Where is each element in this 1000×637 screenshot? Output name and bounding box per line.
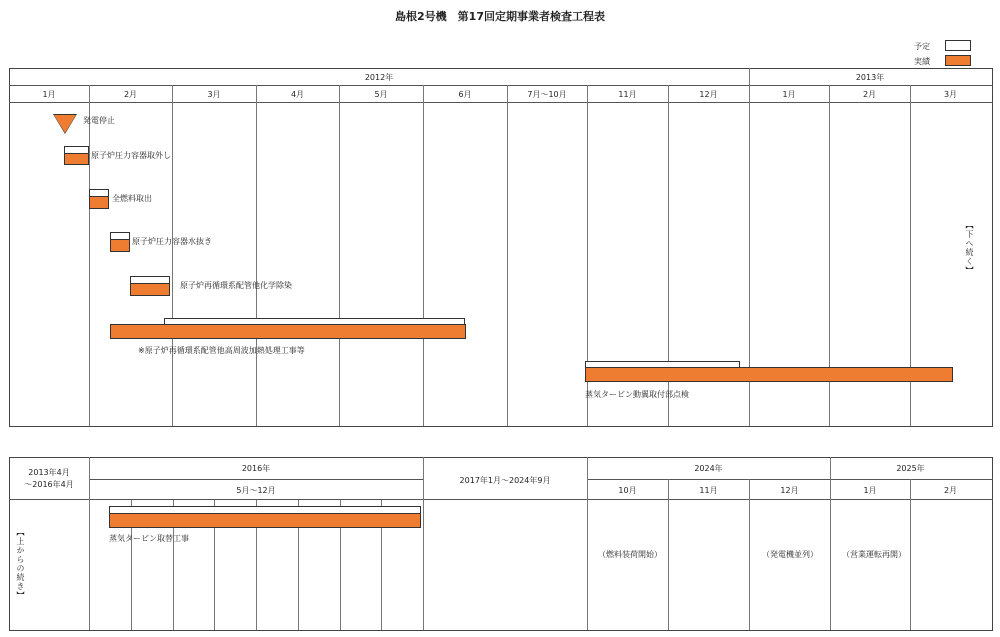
year-label-2025: 2025年 — [896, 464, 925, 473]
month-label: 3月 — [943, 90, 958, 99]
period-label-2013-2016-cont: ～2016年4月 — [24, 480, 74, 489]
month-label: 1月 — [42, 90, 56, 99]
month-divider — [749, 479, 750, 630]
header-divider — [89, 479, 424, 480]
month-label: 4月 — [290, 90, 305, 99]
milestone-commercial-operation: （営業運転再開） — [842, 550, 906, 559]
month-divider — [668, 479, 669, 630]
month-label: 11月 — [618, 90, 637, 99]
actual-bar-turbine-replacement — [109, 513, 421, 528]
month-divider — [256, 85, 257, 426]
task-label-turbine-inspection: 蒸気タービン動翼取付部点検 — [585, 390, 689, 399]
legend-actual-label: 実績 — [914, 57, 930, 66]
year-label-2016: 2016年 — [241, 464, 271, 473]
column-divider — [830, 457, 831, 630]
actual-bar-vessel-open — [64, 153, 89, 165]
month-divider — [172, 85, 173, 426]
month-divider — [89, 85, 90, 426]
month-divider — [507, 85, 508, 426]
year-label-2012: 2012年 — [364, 73, 394, 82]
year-label-2024: 2024年 — [694, 464, 723, 473]
period-label-2013-2016: 2013年4月 — [28, 468, 70, 477]
header-divider — [9, 102, 993, 103]
months-label-2016: 5月～12月 — [236, 486, 276, 495]
month-label: 2月 — [862, 90, 877, 99]
continued-above-note: 【上からの続き】 — [16, 528, 25, 600]
actual-bar-drain — [110, 239, 130, 252]
actual-bar-decon — [130, 283, 170, 296]
month-label: 3月 — [207, 90, 221, 99]
legend-actual-swatch — [945, 55, 971, 66]
task-label-fuel-out: 全燃料取出 — [112, 194, 152, 203]
month-label: 10月 — [618, 486, 637, 495]
month-label: 2月 — [123, 90, 138, 99]
month-divider — [339, 85, 340, 426]
task-label-heat-treatment: ※原子炉再循環系配管他高周波加熱処理工事等 — [138, 346, 305, 355]
milestone-fuel-loading: （燃料装荷開始） — [598, 550, 662, 559]
shutdown-marker-icon — [54, 115, 76, 133]
task-label-decon: 原子炉再循環系配管他化学除染 — [180, 281, 292, 290]
task-label-shutdown: 発電停止 — [83, 116, 115, 125]
month-label: 1月 — [782, 90, 796, 99]
month-label: 2月 — [943, 486, 958, 495]
page-title: 島根2号機 第17回定期事業者検査工程表 — [395, 10, 605, 23]
task-label-vessel-open: 原子炉圧力容器取外し — [91, 151, 171, 160]
month-label: 7月～10月 — [527, 90, 567, 99]
header-divider — [9, 85, 993, 86]
month-label: 12月 — [699, 90, 718, 99]
month-label: 5月 — [374, 90, 388, 99]
task-label-drain: 原子炉圧力容器水抜き — [132, 237, 212, 246]
task-label-turbine-replacement: 蒸気タービン取替工事 — [109, 534, 189, 543]
legend-plan-label: 予定 — [914, 42, 930, 51]
period-label-2017-2024: 2017年1月～2024年9月 — [459, 476, 551, 485]
actual-bar-heat-treatment — [110, 324, 466, 339]
month-label: 12月 — [780, 486, 799, 495]
month-label: 11月 — [699, 486, 718, 495]
header-divider — [587, 479, 993, 480]
column-divider — [89, 457, 90, 630]
milestone-grid-connection: （発電機並列） — [762, 550, 818, 559]
month-divider — [423, 85, 424, 426]
month-label: 1月 — [863, 486, 877, 495]
month-label: 6月 — [458, 90, 472, 99]
continued-below-note: 【下へ続く】 — [965, 221, 974, 275]
column-divider — [587, 457, 588, 630]
actual-bar-turbine-inspection — [585, 367, 953, 382]
month-divider — [910, 479, 911, 630]
header-divider — [9, 499, 993, 500]
legend-plan-swatch — [945, 40, 971, 51]
actual-bar-fuel-out — [89, 196, 109, 209]
year-label-2013: 2013年 — [855, 73, 885, 82]
